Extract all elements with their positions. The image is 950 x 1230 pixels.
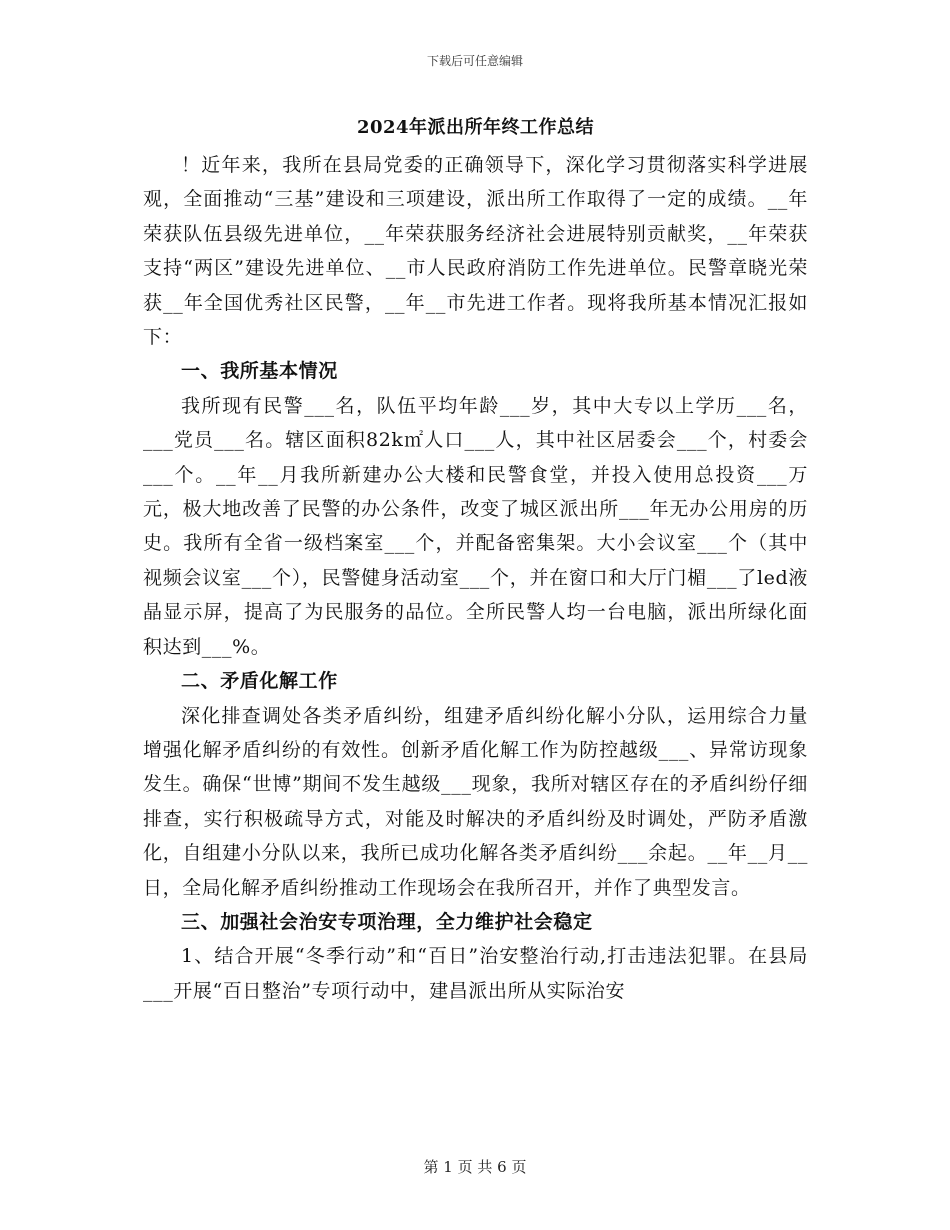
- section-3-paragraph: 1、结合开展“冬季行动”和“百日”治安整治行动,打击违法犯罪。在县局___开展“百日整治”专项行动中，建昌派出所从实际治安: [143, 945, 808, 1002]
- section-2-paragraph: 深化排查调处各类矛盾纠纷，组建矛盾纠纷化解小分队，运用综合力量增强化解矛盾纠纷的有效性。创新矛盾化解工作为防控越级___、异常访现象发生。确保“世博”期间不发生越级___现象，我所对辖区存在的矛盾纠纷仔细排查，实行积极疏导方式，对能及时解决的矛盾纠纷及时调处，严防矛盾激化，自组建小分队以来，我所已成功化解各类矛盾纠纷___余起。__年__月__日，全局化解矛盾纠纷推动工作现场会在我所召开，并作了典型发言。: [143, 704, 808, 899]
- intro-paragraph: ！近年来，我所在县局党委的正确领导下，深化学习贯彻落实科学进展观，全面推动“三基”建设和三项建设，派出所工作取得了一定的成绩。__年荣获队伍县级先进单位，__年荣获服务经济社会进展特别贡献奖，__年荣获支持“两区”建设先进单位、__市人民政府消防工作先进单位。民警章晓光荣获__年全国优秀社区民警，__年__市先进工作者。现将我所基本情况汇报如下：: [143, 154, 808, 349]
- page-number-footer: 第 1 页 共 6 页: [423, 1158, 527, 1176]
- section-heading-2: 二、矛盾化解工作: [181, 670, 338, 693]
- section-heading-3: 三、加强社会治安专项治理，全力维护社会稳定: [181, 910, 593, 933]
- section-1-paragraph: 我所现有民警___名，队伍平均年龄___岁，其中大专以上学历___名，___党员___名。辖区面积82k㎡人口___人，其中社区居委会___个，村委会___个。__年__月我所新建办公大楼和民警食堂，并投入使用总投资___万元，极大地改善了民警的办公条件，改变了城区派出所___年无办公用房的历史。我所有全省一级档案室___个，并配备密集架。大小会议室___个（其中视频会议室___个），民警健身活动室___个，并在窗口和大厅门楣___了led液晶显示屏，提高了为民服务的品位。全所民警人均一台电脑，派出所绿化面积达到___%。: [143, 394, 808, 658]
- header-note: 下载后可任意编辑: [426, 54, 523, 68]
- section-heading-1: 一、我所基本情况: [181, 360, 338, 383]
- document-title: 2024年派出所年终工作总结: [356, 117, 595, 138]
- document-body: [143, 108, 808, 1008]
